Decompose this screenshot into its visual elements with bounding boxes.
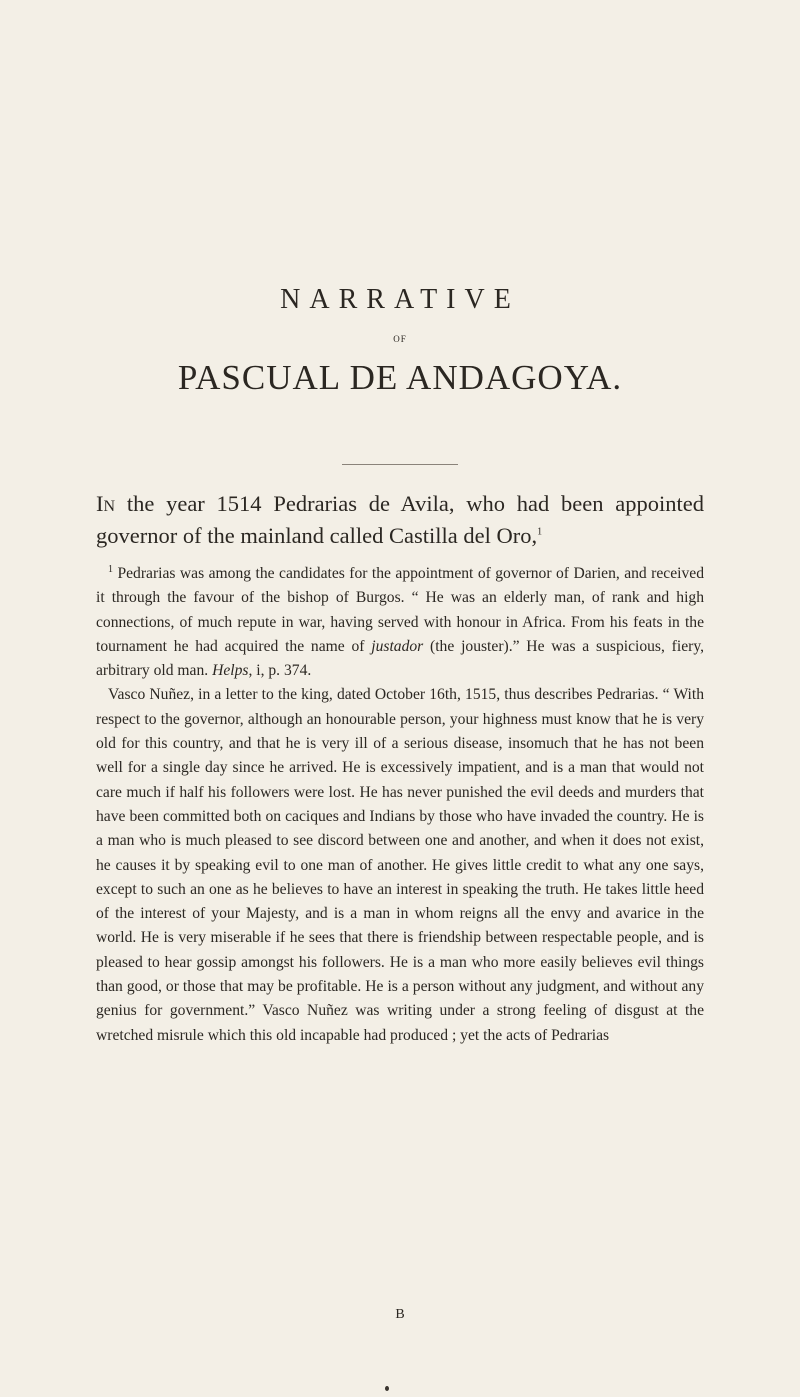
page-title: NARRATIVE: [280, 284, 520, 315]
footnote-citation: Helps: [212, 662, 249, 680]
page-subtitle: PASCUAL DE ANDAGOYA.: [177, 358, 623, 397]
signature-mark: B: [395, 1307, 405, 1322]
footnote-italic-term: justador: [371, 637, 424, 655]
opening-word: In: [96, 491, 116, 516]
footnote-text-1a: Pedrarias was among the candidates for the appointment of governor of Darien, and received it through the favour of the bishop of Burgos. “ He was an elderly man, of rank and high connections, of much repute in war, having served with honour in Africa. From his feats in the tournament he had acquired the name of: [96, 565, 704, 655]
title-connector: OF: [393, 334, 407, 344]
paper-speck: [385, 1386, 389, 1391]
footnote-text-1c: , i, p. 374.: [248, 662, 312, 680]
footnote-reference: 1: [537, 526, 543, 538]
footnote-mark: 1: [108, 563, 113, 575]
footnote: [96, 562, 704, 1048]
body-text: the year 1514 Pedrarias de Avila, who had been appointed governor of the mainland called Castilla del Oro,: [96, 491, 704, 548]
title-divider: [342, 464, 458, 465]
footnote-paragraph-2: Vasco Nuñez, in a letter to the king, dated October 16th, 1515, thus describes Pedrarias. “ With respect to the governor, although an honourable person, your highness must know that he is very old for this country, and that he is very ill of a serious disease, insomuch that he has not been well for a single day since he arrived. He is excessively impatient, and is a man that would not care much if half his followers were lost. He has never punished the evil deeds and murders that have been committed both on caciques and Indians by those who have invaded the country. He is a man who is much pleased to see discord between one and another, and when it does not exist, he causes it by speaking evil to one man of another. He gives little credit to what any one says, except to such an one as he believes to have an interest in speaking the truth. He takes little heed of the interest of your Majesty, and is a man in whom reigns all the envy and avarice in the world. He is very miserable if he sees that there is friendship between respectable people, and is pleased to hear gossip amongst his followers. He is a man who more easily believes evil things than good, or those that may be profitable. He is a person without any judgment, and without any genius for government.” Vasco Nuñez was writing under a strong feeling of disgust at the wretched misrule which this old incapable had produced ; yet the acts of Pedrarias: [96, 686, 704, 1044]
body-paragraph: [96, 488, 704, 552]
footnote-text-1b: (the jouster).” He was a suspicious, fiery, arbitrary old man.: [96, 637, 705, 680]
